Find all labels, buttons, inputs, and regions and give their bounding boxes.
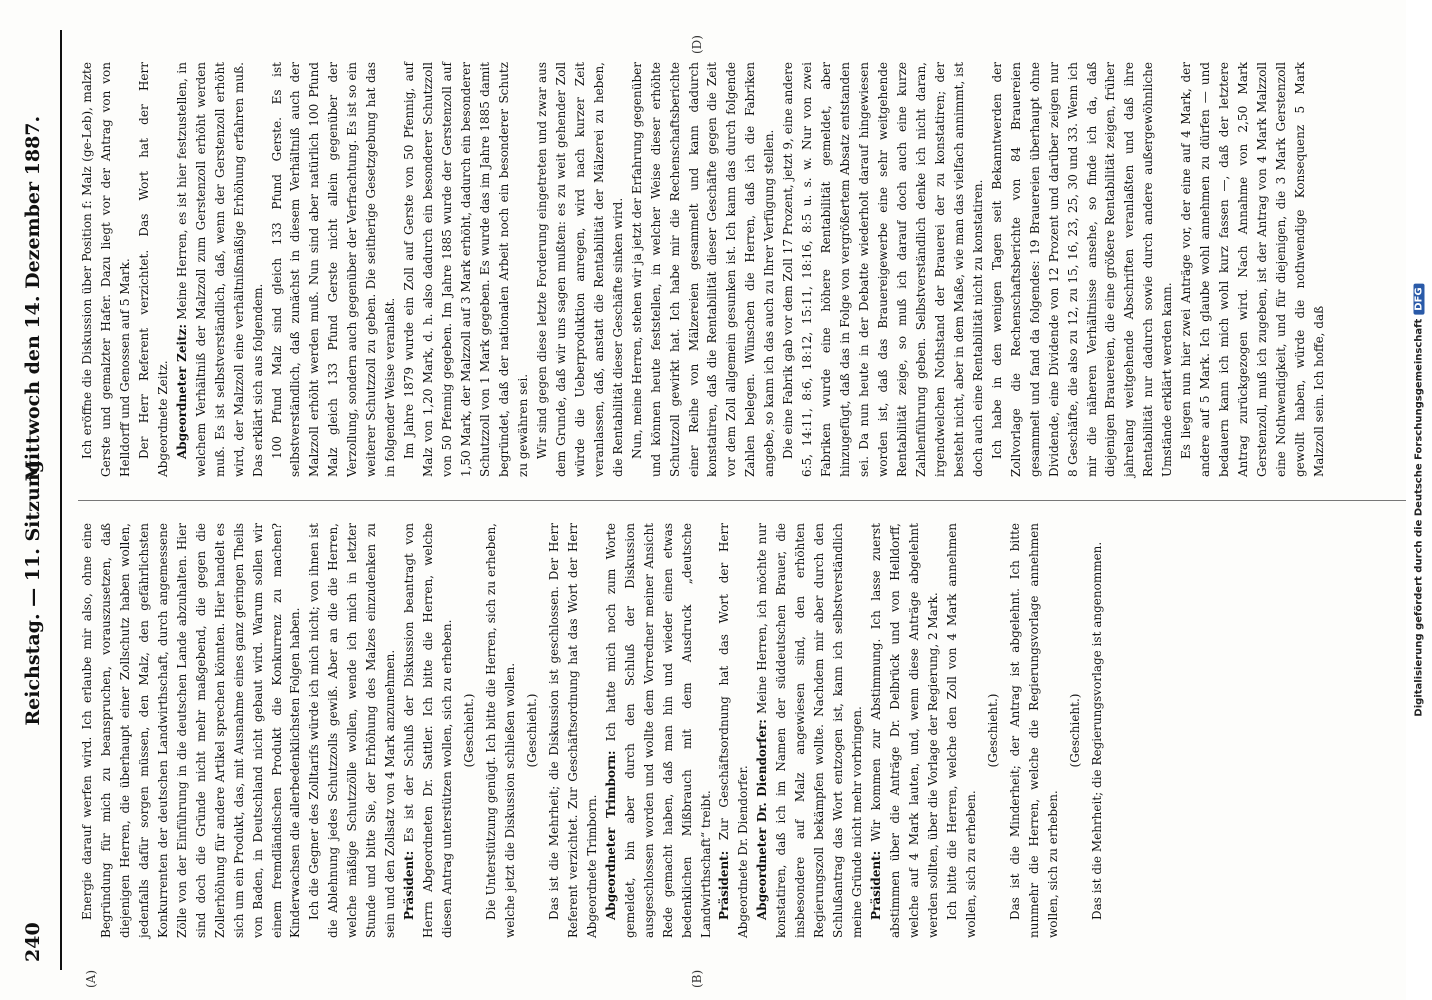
paragraph: Das ist die Minderheit; der Antrag ist abgelehnt. Ich bitte nunmehr die Herren, welche die Regierungsvorlage annehmen wollen, sich zu erheben. — [1007, 523, 1060, 938]
left-column — [78, 523, 1107, 938]
running-head — [0, 30, 62, 970]
speech-text: Ich hatte mich noch zum Worte gemeldet, bin aber durch den Schluß der Diskussion ausgeschlossen worden und wollte dem Vorredner meiner Ansicht Rede gemacht haben, daß man hin und wieder einen etwas bedenklichen Mißbrauch mit dem Ausdruck „deutsche Landwirthschaft“ treibt. — [603, 523, 713, 938]
paragraph: Im Jahre 1879 wurde ein Zoll auf Gerste von 50 Pfennig, auf Malz von 1,20 Mark, d. h. also dadurch ein besonderer Schutzzoll von 50 Pfennig gegeben. Im Jahre 1885 wurde der Gerstenzoll auf 1,50 Mark, der Malzzoll auf 3 Mark erhöht, dadurch ein besonderer Schutzzoll von 1 Mark gegeben. Es wurde das im Jahre 1885 damit begründet, daß der nationalen Arbeit noch ein besonderer Schutz zu gewähren sei. — [402, 62, 530, 477]
paragraph: Das ist die Mehrheit; die Diskussion ist geschlossen. Der Herr Referent verzichtet. Zur Geschäftsordnung hat das Wort der Herr Abgeordnete Trimborn. — [546, 523, 599, 938]
speaker-name: Abgeordneter Zeitz: — [174, 324, 189, 459]
speech — [173, 62, 268, 477]
paragraph: Die Unterstützung genügt. Ich bitte die Herren, sich zu erheben, welche jetzt die Diskussion schließen wollen. — [484, 523, 517, 938]
speech — [867, 523, 943, 938]
margin-mark-b: (B) — [690, 969, 704, 988]
margin-mark-d: (D) — [690, 35, 704, 54]
dfg-credit-text: Digitalisierung gefördert durch die Deutsche Forschungsgemeinschaft — [1413, 318, 1425, 717]
paragraph: Das ist die Mehrheit; die Regierungsvorlage ist angenommen. — [1089, 541, 1104, 920]
page-number: 240 — [22, 922, 44, 962]
stage-direction: (Geschieht.) — [985, 693, 1000, 768]
paragraph: Es liegen nun hier zwei Anträge vor, der eine auf 4 Mark, der andere auf 5 Mark. Ich glaube wohl annehmen zu dürfen — und bedauern kann ich mich wohl kurz fassen —, daß der letztere Antrag zurückgezogen wird. Nach Annahme von 2,50 Mark Gerstenzoll, muß ich zugeben, ist der Antrag von 4 Mark Malzzoll eine Nothwendigkeit, und für diejenigen, die 3 Mark Gerstenzoll gewollt haben, würde die nothwendige Konsequenz 5 Mark Malzzoll sein. Ich hoffe, daß — [1179, 62, 1326, 477]
paragraph: Wir sind gegen diese letzte Forderung eingetreten und zwar aus dem Grunde, daß wir uns sagen mußten: es zu weit gehender Zoll würde die Ueberproduktion anregen, wird nach kurzer Zeit veranlassen, daß, anstatt die Rentabilität der Mälzerei zu heben, die Rentabilität dieser Geschäfte sinken wird. — [534, 62, 625, 477]
header-date: Mittwoch den 14. Dezember 1887. — [22, 115, 44, 482]
speech-text: Meine Herren, ich möchte nur konstatiren, daß ich im Namen der süddeutschen Brauer, die insbesondere auf Malz angewiesen sind, den erhöhten Regierungszoll bekämpfen wollte. Nachdem mir aber durch den Schlußantrag das Wort entzogen ist, kann ich selbstverständlich meine Gründe nicht mehr vorbringen. — [755, 523, 865, 938]
speech — [400, 523, 457, 938]
speaker-name: Abgeordneter Dr. Diendorfer: — [755, 719, 770, 920]
paragraph: 100 Pfund Malz sind gleich 133 Pfund Gerste. Es ist selbstverständlich, daß zunächst in diesem Verhältniß auch der Malzzoll erhöht werden muß. Nun sind aber natürlich 100 Pfund Malz gleich 133 Pfund Gerste nicht allein gegenüber der Verzollung, sondern auch gegenüber der Verfrachtung. Es ist so ein weiterer Schutzzoll zu geben. Die seitherige Gesetzgebung hat das in folgender Weise veranlaßt. — [269, 62, 398, 477]
speech-text: Meine Herren, es ist hier festzustellen, in welchem Verhältniß der Malzzoll zum Gerstenzoll erhöht werden muß. Es ist selbstverständlich, daß, wenn der Gerstenzoll erhöht wird, der Malzzoll eine verhältnißmäßige Erhöhung erfahren muß. Das erklärt sich aus folgendem. — [174, 62, 265, 477]
speech-text: Wir kommen zur Abstimmung. Ich lasse zuerst abstimmen über die Anträge Dr. Delbrück und von Helldorff, welche auf 4 Mark lauten, und, wenn diese Anträge abgelehnt werden sollten, über die Vorlage der Regierung, 2 Mark. — [869, 523, 940, 938]
paragraph: Die eine Fabrik gab vor dem Zoll 17 Prozent, jetzt 9, eine andere 6:5, 14:11, 8:6, 18:12, 15:11, 18:16, 8:5 u. s. w. Nur von zwei Fabriken wurde eine höhere Rentabilität gemeldet, aber hinzugefügt, daß das in Folge von vergrößertem Absatz entstanden sei. Da nun heute in der Debatte wiederholt darauf hingewiesen worden ist, daß das Brauereigewerbe eine sehr weitgehende Rentabilität zeige, so muß ich darauf doch auch eine kurze Zahlenführung geben. Selbstverständlich denke ich nicht daran, irgendwelchen Nothstand der Brauerei der zu konstatiren; der besteht nicht, aber in dem Maße, wie man das vielfach annimmt, ist doch auch eine Rentabilität nicht zu konstatiren. — [781, 62, 985, 477]
stage-direction: (Geschieht.) — [1067, 693, 1082, 768]
speaker-name: Präsident: — [869, 850, 884, 920]
speaker-name: Präsident: — [402, 850, 417, 920]
paragraph: Ich die Gegner des Zolltarifs würde ich mich nicht; von ihnen ist die Ablehnung jedes Schutzzolls gewiß. Aber an die die Herren, welche mäßige Schutzzölle wollen, wende ich mich in letzter Stunde und bitte Sie, der Erhöhung des Malzes einzudenken zu sein und den Zollsatz von 4 Mark anzunehmen. — [307, 523, 398, 938]
right-column — [78, 62, 1329, 477]
column-divider — [78, 500, 1408, 501]
speech-text: Zur Geschäftsordnung hat das Wort der Herr Abgeordnete Dr. Diendorfer. — [717, 523, 751, 938]
speech — [602, 523, 716, 938]
paragraph: Ich habe in den wenigen Tagen seit Bekanntwerden der Zollvorlage die Rechenschaftsberichte von 84 Brauereien gesammelt und fand da folgendes: 19 Brauereien überhaupt ohne Dividende, eine Dividende von 12 Prozent und darüber zeigen nur 8 Geschäfte, die also zu 12, zu 15, 16, 23, 25, 30 und 33. Wenn ich mir die näheren Verhältnisse ansehe, so finde ich da, daß diejenigen Brauereien, die eine größere Rentabilität zeigen, früher jahrelang weitgehende Abschriften veranlaßten und daß ihre Rentabilität nur dadurch sowie durch andere außergewöhnliche Umstände erklärt werden kann. — [989, 62, 1175, 477]
header-title: Reichstag. — 11. Sitzung. — [22, 453, 44, 726]
margin-mark-a: (A) — [84, 969, 98, 988]
paragraph: Ich eröffne die Diskussion über Position f: Malz (ge-Leb), malzte Gerste und gemalzter Hafer. Dazu liegt vor der Antrag von von Helldorff und Genossen auf 5 Mark. — [80, 62, 132, 477]
speech — [715, 523, 753, 938]
dfg-logo: DFG — [1414, 283, 1425, 314]
speaker-name: Abgeordneter Trimborn: — [603, 750, 618, 920]
paragraph: Energie darauf werfen wird. Ich erlaube mir also, ohne eine Begründung für mich zu beanspruchen, vorauszusetzen, daß diejenigen Herren, die überhaupt einer Zollschutz haben wollen, jedenfalls dafür sorgen müssen, den Malz, den gefährlichsten Konkurrenten der deutschen Landwirthschaft, durch angemessene Zölle von der Einführung in die deutschen Lande abzuhalten. Hier sind doch die Gründe nicht mehr maßgebend, die gegen die Zollerhöhung für andere Artikel sprechen könnten. Hier handelt es sich um ein Produkt, das, mit Ausnahme eines ganz geringen Theils von Baden, in Deutschland nicht gebaut wird. Warum sollen wir einem fremdländischen Produkt die Konkurrenz zu machen? Kinderwachsen die allerbedenklichsten Folgen haben. — [80, 523, 303, 938]
dfg-credit-strip — [1406, 0, 1432, 1000]
speech — [753, 523, 867, 938]
stage-direction: (Geschieht.) — [462, 693, 477, 768]
paragraph: Nun, meine Herren, stehen wir ja jetzt der Erfahrung gegenüber und können heute feststellen, in welcher Weise dieser erhöhte Schutzzoll gewirkt hat. Ich habe mir die Rechenschaftsberichte einer Reihe von Mälzereien gesammelt und kann dadurch konstatiren, daß die Rentabilität dieser Geschäfte gegen die Zeit vor dem Zoll allgemein gesunken ist. Ich kann das durch folgende Zahlen belegen. Wünschen die Herren, daß ich die Fabriken angebe, so kann ich das auch zu Ihrer Verfügung stellen. — [629, 62, 777, 477]
speaker-name: Präsident: — [717, 850, 732, 920]
dfg-credit — [1414, 283, 1425, 716]
speech-text: Es ist der Schluß der Diskussion beantragt von Herrn Abgeordneten Dr. Sattler. Ich bitte die Herren, welche diesen Antrag unterstützen wollen, sich zu erheben. — [402, 523, 455, 938]
stage-direction: (Geschieht.) — [524, 693, 539, 768]
paragraph: Ich bitte die Herren, welche den Zoll von 4 Mark annehmen wollen, sich zu erheben. — [944, 523, 978, 938]
paragraph: Der Herr Referent verzichtet. Das Wort hat der Herr Abgeordnete Zeitz. — [136, 62, 170, 477]
